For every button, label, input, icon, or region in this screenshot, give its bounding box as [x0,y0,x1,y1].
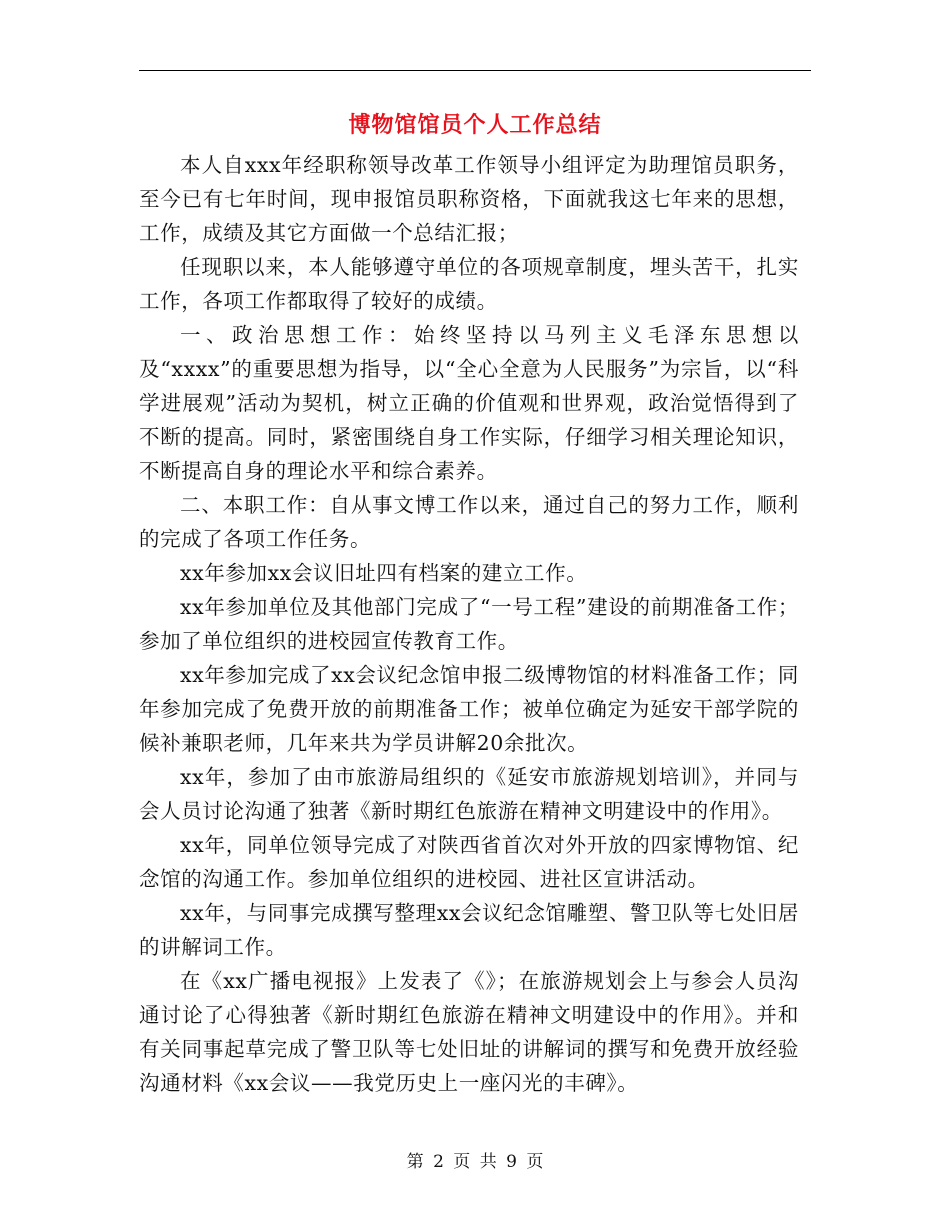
paragraph-archives: xx年参加xx会议旧址四有档案的建立工作。 [180,561,588,585]
paragraph-publications: 在《xx广播电视报》上发表了《》；在旅游规划会上与参会人员沟通讨论了心得独著《新时期红色旅游在精神文明建设中的作用》。并和有关同事起草完成了警卫队等七处旧址的讲解词的撰写和免费开放经验沟通材料《xx会议——我党历史上一座闪光的丰碑》。 [139,969,799,1095]
paragraph-commentary-writing: xx年，与同事完成撰写整理xx会议纪念馆雕塑、警卫队等七处旧居的讲解词工作。 [139,901,799,959]
paragraph-tourism-training: xx年，参加了由市旅游局组织的《延安市旅游规划培训》，并同与会人员讨论沟通了独著《新时期红色旅游在精神文明建设中的作用》。 [139,765,799,823]
paragraph-intro: 本人自xxx年经职称领导改革工作领导小组评定为助理馆员职务，至今已有七年时间，现申报馆员职称资格，下面就我这七年来的思想，工作，成绩及其它方面做一个总结汇报； [139,153,799,245]
document-body [139,148,799,1100]
paragraph-museum-application: xx年参加完成了xx会议纪念馆申报二级博物馆的材料准备工作；同年参加完成了免费开放的前期准备工作；被单位确定为延安干部学院的候补兼职老师，几年来共为学员讲解20余批次。 [139,663,799,755]
page-number: 第 2 页 共 9 页 [406,1152,544,1172]
paragraph-museum-communication: xx年，同单位领导完成了对陕西省首次对外开放的四家博物馆、纪念馆的沟通工作。参加单位组织的进校园、进社区宣讲活动。 [139,833,799,891]
paragraph-job-duties: 二、本职工作：自从事文博工作以来，通过自己的努力工作，顺利的完成了各项工作任务。 [139,493,799,551]
paragraph-overview: 任现职以来，本人能够遵守单位的各项规章制度，埋头苦干，扎实工作，各项工作都取得了较好的成绩。 [139,255,799,313]
paragraph-project-one: xx年参加单位及其他部门完成了“一号工程”建设的前期准备工作；参加了单位组织的进校园宣传教育工作。 [139,595,799,653]
header-rule [139,70,811,71]
document-title: 博物馆馆员个人工作总结 [348,112,602,138]
paragraph-political-work: 一、政治思想工作：始终坚持以马列主义毛泽东思想以及“xxxx”的重要思想为指导，以“全心全意为人民服务”为宗旨，以“科学进展观”活动为契机，树立正确的价值观和世界观，政治觉悟得到了不断的提高。同时，紧密围绕自身工作实际，仔细学习相关理论知识，不断提高自身的理论水平和综合素养。 [139,323,799,483]
